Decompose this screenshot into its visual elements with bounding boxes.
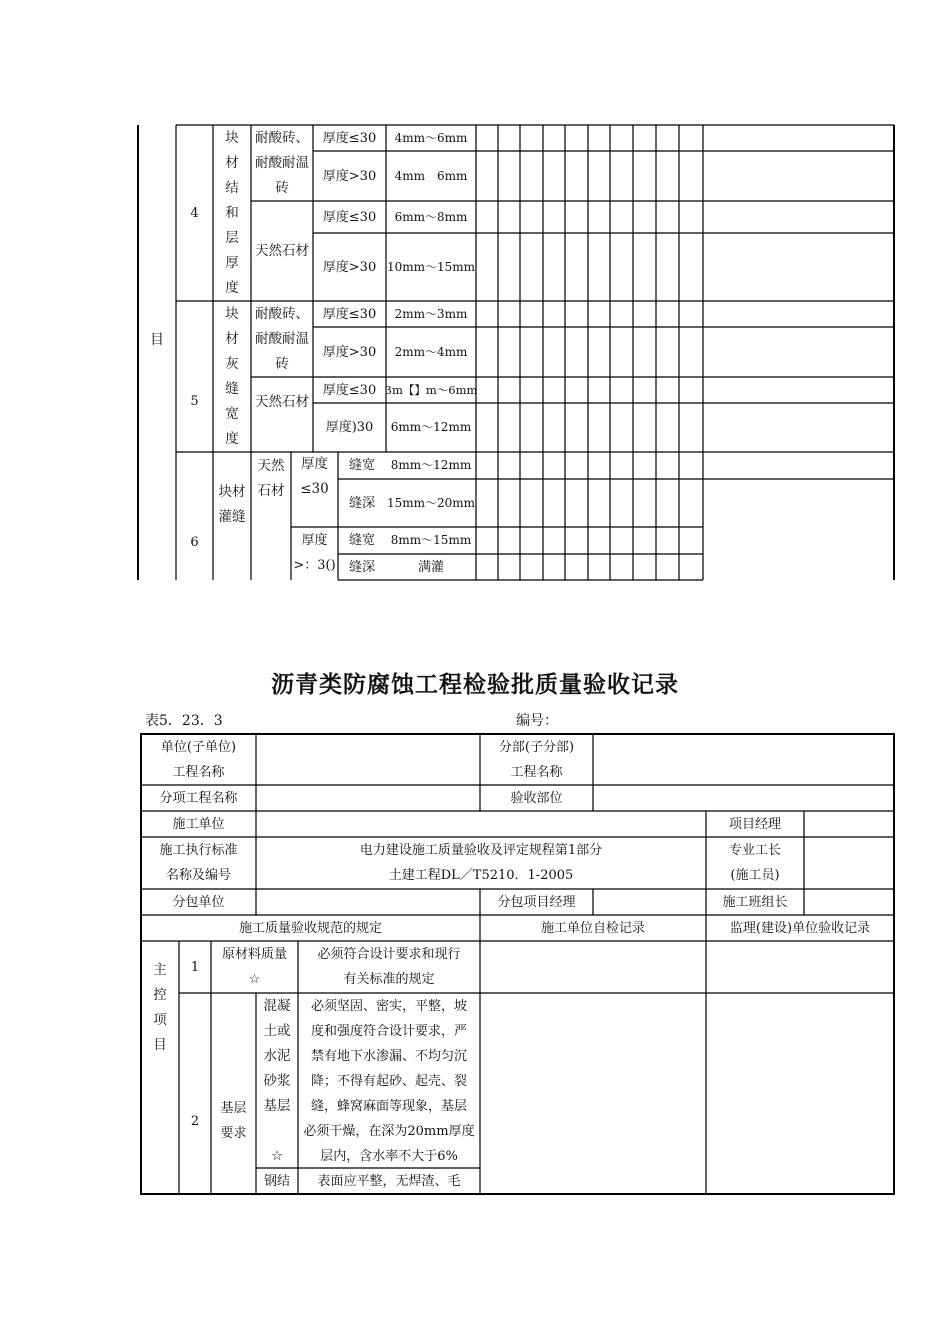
material-cell: 耐酸砖、 耐酸耐温 砖 — [255, 129, 309, 196]
condition-cell: 厚度>30 — [322, 344, 377, 360]
material-cell: 天然 石材 — [257, 458, 285, 499]
subitem-label: 分项工程名称 — [159, 790, 238, 806]
depth-label: 缝深 — [348, 559, 375, 575]
self-check-record[interactable] — [481, 942, 705, 992]
construction-unit-label: 施工单位 — [172, 816, 225, 832]
main-control-label: 主 控 项 目 — [153, 962, 167, 1053]
thickness-cell: 厚度 ≤30 — [300, 456, 329, 497]
base-type: 钢结 — [263, 1173, 290, 1189]
group-item: 块 材 灰 缝 宽 度 — [225, 306, 239, 447]
condition-cell: 厚度≤30 — [322, 130, 377, 146]
material-cell: 天然石材 — [255, 242, 309, 259]
supervisor-header: 监理(建设)单位验收记录 — [729, 920, 871, 936]
self-check-record[interactable] — [481, 994, 705, 1193]
construction-unit-value[interactable] — [257, 812, 705, 836]
item-requirement: 必须符合设计要求和现行 有关标准的规定 — [317, 947, 461, 987]
item-number: 1 — [190, 959, 200, 975]
value-cell: 10mm～15mm — [386, 259, 476, 274]
item-requirement: 表面应平整，无焊渣、毛 — [317, 1173, 461, 1189]
team-leader-value[interactable] — [805, 890, 893, 914]
value-cell: 8mm～15mm — [390, 533, 472, 547]
value-cell: 4mm 6mm — [394, 168, 468, 183]
self-check-header: 施工单位自检记录 — [540, 920, 645, 936]
standard-value: 电力建设施工质量验收及评定规程第1部分 土建工程DL／T5210．1-2005 — [359, 843, 603, 883]
item-name: 原材料质量 ☆ — [221, 947, 287, 987]
sub-pm-label: 分包项目经理 — [497, 894, 576, 910]
side-label: 目 — [150, 331, 164, 348]
sub-pm-value[interactable] — [594, 890, 705, 914]
subcontractor-value[interactable] — [257, 890, 479, 914]
item-name: 基层 要求 — [220, 1101, 247, 1141]
project-manager-value[interactable] — [805, 812, 893, 836]
group-item: 块 材 结 和 层 厚 度 — [225, 130, 239, 296]
value-cell: 15mm～20mm — [386, 495, 476, 510]
foreman-value[interactable] — [805, 838, 893, 888]
material-cell: 天然石材 — [255, 393, 309, 410]
value-cell: 6mm～12mm — [390, 420, 472, 434]
value-cell: 2mm～3mm — [394, 306, 468, 321]
value-cell: 4mm～6mm — [394, 130, 468, 145]
value-cell: 6mm～8mm — [394, 209, 468, 224]
group-no: 4 — [190, 205, 199, 221]
value-cell: 8mm～12mm — [390, 458, 472, 472]
project-manager-label: 项目经理 — [728, 816, 781, 832]
spec-header: 施工质量验收规范的规定 — [238, 920, 382, 936]
width-label: 缝宽 — [348, 533, 375, 548]
group-item: 块材 灌缝 — [218, 484, 246, 525]
condition-cell: 厚度>30 — [322, 168, 377, 184]
subitem-value[interactable] — [257, 786, 479, 810]
value-cell: 2mm～4mm — [394, 344, 468, 359]
supervisor-record[interactable] — [707, 994, 893, 1193]
unit-name-value[interactable] — [257, 735, 479, 784]
standard-label: 施工执行标准 名称及编号 — [159, 843, 238, 883]
width-label: 缝宽 — [348, 458, 375, 473]
group-no: 6 — [190, 534, 199, 550]
foreman-label: 专业工长 (施工员) — [728, 843, 781, 883]
subcontractor-label: 分包单位 — [172, 894, 225, 910]
depth-label: 缝深 — [348, 495, 375, 511]
condition-cell: 厚度≤30 — [322, 306, 377, 322]
item-requirement: 必须坚固、密实，平整，坡 度和强度符合设计要求，严 禁有地下水渗漏、不均匀沉 降；不得有起砂、起壳、裂 缝，蜂窝麻面等现象，基层 必须干燥，在深为20mm厚度 层内，含水率不大于6% — [303, 999, 475, 1164]
item-number: 2 — [190, 1113, 200, 1129]
subdivision-value[interactable] — [594, 735, 893, 784]
acceptance-part-value[interactable] — [594, 786, 893, 810]
form-title: 沥青类防腐蚀工程检验批质量验收记录 — [271, 672, 679, 698]
group-no: 5 — [190, 393, 199, 409]
team-leader-label: 施工班组长 — [722, 894, 788, 910]
page-bottom-margin — [0, 1196, 950, 1344]
condition-cell: 厚度≤30 — [322, 382, 377, 398]
value-cell: 满灌 — [417, 559, 444, 575]
base-type: 混凝 土或 水泥 砂浆 基层 ☆ — [263, 998, 291, 1164]
thickness-cell: 厚度 >：3() — [293, 533, 336, 573]
unit-name-label: 单位(子单位) 工程名称 — [160, 739, 237, 780]
condition-cell: 厚度>30 — [322, 259, 377, 275]
condition-cell: 厚度)30 — [325, 420, 374, 435]
value-cell: 3m【】m～6mm — [384, 382, 478, 397]
table-number: 表5．23．3 — [145, 713, 223, 729]
material-cell: 耐酸砖、 耐酸耐温 砖 — [255, 305, 309, 372]
record-number-label: 编号： — [516, 713, 558, 729]
supervisor-record[interactable] — [707, 942, 893, 992]
condition-cell: 厚度≤30 — [322, 209, 377, 225]
subdivision-label: 分部(子分部) 工程名称 — [498, 739, 575, 780]
acceptance-part-label: 验收部位 — [510, 790, 563, 806]
